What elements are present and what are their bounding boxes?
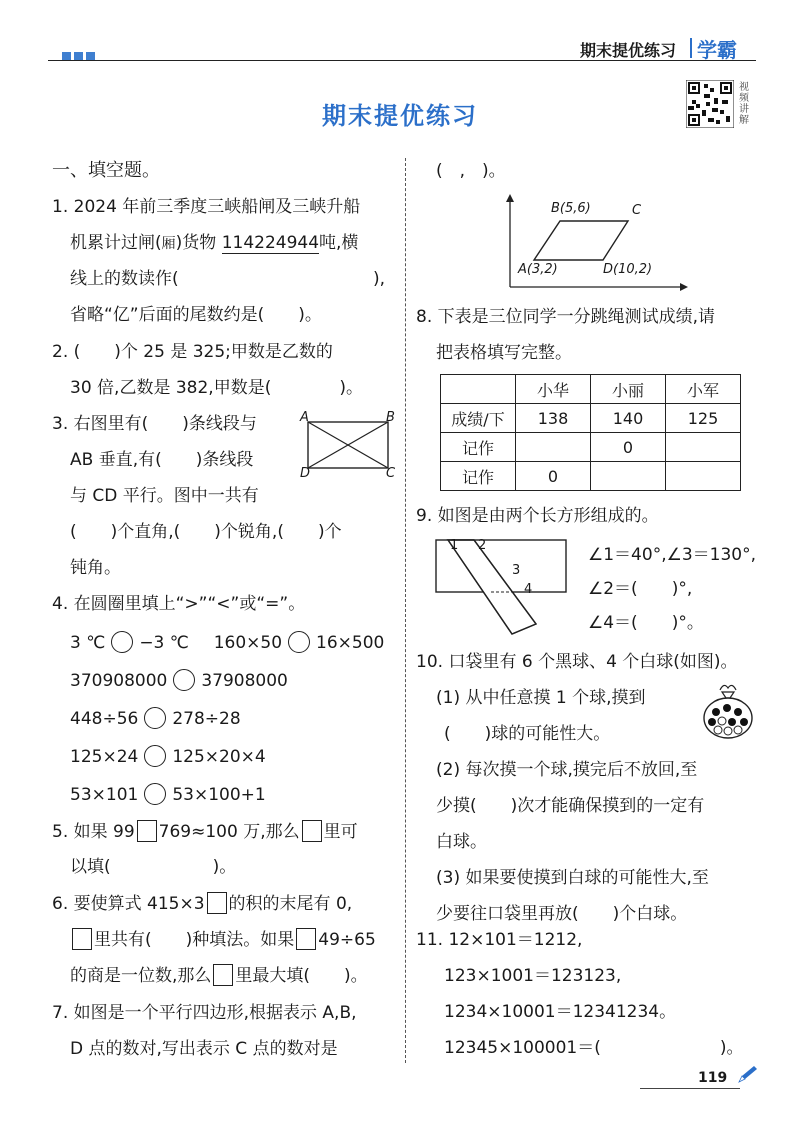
q7-label-b: B(5,6) (551, 201, 591, 216)
q4-row2 (70, 669, 288, 692)
table-header-cell (441, 375, 516, 404)
q9-angle-3: 3 (512, 563, 521, 578)
q4-row1 (70, 631, 384, 654)
qr-caption: 视频讲解 (739, 82, 749, 126)
table-header-cell: 小军 (666, 375, 741, 404)
pencil-icon (736, 1064, 758, 1084)
table-header-row (441, 375, 741, 404)
table-cell: 125 (666, 404, 741, 433)
q9-ask2: ∠2＝( )°, (588, 579, 693, 599)
q3-line4: ( )个直角,( )个锐角,( )个 (70, 522, 342, 542)
q10-line3: ( )球的可能性大。 (444, 724, 611, 744)
q10-line2: (1) 从中任意摸 1 个球,摸到 (436, 688, 646, 708)
q3-line1: 3. 右图里有( )条线段与 (52, 414, 257, 434)
answer-circle[interactable] (144, 783, 166, 805)
answer-circle[interactable] (173, 669, 195, 691)
q4-r2-a: 370908000 (70, 671, 168, 691)
table-cell: 0 (591, 433, 666, 462)
q4-row3 (70, 707, 241, 730)
table-row (441, 404, 741, 433)
brand-separator (690, 38, 692, 58)
q5-part-a: 5. 如果 99 (52, 822, 135, 842)
q7-parallelogram-figure (498, 192, 688, 292)
q3-label-b: B (386, 410, 395, 425)
table-header-cell: 小丽 (591, 375, 666, 404)
q9-given: ∠1＝40°,∠3＝130°, (588, 545, 756, 565)
q9-angle-4: 4 (524, 582, 533, 597)
q7-line3: ( , )。 (436, 161, 506, 181)
q10-line1: 10. 口袋里有 6 个黑球、4 个白球(如图)。 (416, 652, 738, 672)
q3-line5: 钝角。 (70, 558, 121, 578)
answer-box[interactable] (137, 820, 157, 842)
q10-line7: (3) 如果要使摸到白球的可能性大,至 (436, 868, 709, 888)
header-brand: 学霸 (697, 38, 737, 62)
table-cell: 138 (516, 404, 591, 433)
score-table (440, 374, 741, 491)
q8-line2: 把表格填写完整。 (436, 343, 572, 363)
page-title: 期末提优练习 (322, 102, 478, 130)
q9-angle-2: 2 (478, 538, 487, 553)
answer-circle[interactable] (111, 631, 133, 653)
q1-line3: 线上的数读作( (70, 269, 179, 289)
q1-close: )货物 (175, 233, 217, 253)
q1-number: 114224944 (221, 233, 320, 253)
q1-unit: 厢 (161, 236, 176, 252)
q6-part-e: 的商是一位数,那么 (70, 966, 212, 986)
q5-part-b: 769≈100 万,那么 (158, 822, 300, 842)
answer-box[interactable] (72, 928, 92, 950)
q2-line1: 2. ( )个 25 是 325;甲数是乙数的 (52, 342, 333, 362)
q10-line4: (2) 每次摸一个球,摸完后不放回,至 (436, 760, 698, 780)
table-cell[interactable] (666, 462, 741, 491)
q1-line2 (70, 232, 358, 255)
q4-r3-a: 448÷56 (70, 709, 139, 729)
q4-row4 (70, 745, 266, 768)
q11-line4: 12345×100001＝( )。 (444, 1038, 744, 1058)
table-cell: 记作 (441, 462, 516, 491)
q1-line4: 省略“亿”后面的尾数约是( )。 (70, 305, 322, 325)
q3-label-a: A (300, 410, 309, 425)
page-number-rule (640, 1088, 740, 1089)
q7-label-a: A(3,2) (518, 262, 558, 277)
q7-label-d: D(10,2) (603, 262, 653, 277)
q3-line2: AB 垂直,有( )条线段 (70, 450, 254, 470)
q5-line1 (52, 820, 358, 843)
q6-part-a: 6. 要使算式 415×3 (52, 894, 205, 914)
q7-label-c: C (632, 203, 642, 218)
q5-line2: 以填( )。 (70, 857, 237, 877)
q6-line2 (70, 928, 376, 951)
table-cell[interactable] (591, 462, 666, 491)
q11-line3: 1234×10001＝12341234。 (444, 1002, 677, 1022)
q1-line1: 1. 2024 年前三季度三峡船闸及三峡升船 (52, 197, 361, 217)
section-label: 一、填空题。 (52, 160, 160, 181)
q10-line5: 少摸( )次才能确保摸到的一定有 (436, 796, 705, 816)
header-title: 期末提优练习 (580, 41, 677, 60)
q3-line3: 与 CD 平行。图中一共有 (70, 486, 259, 506)
q6-line1 (52, 892, 352, 915)
q3-label-d: D (300, 466, 311, 481)
q4-r1-d: 16×500 (316, 633, 385, 653)
page-number: 119 (698, 1070, 728, 1086)
q4-r5-b: 53×100+1 (172, 785, 266, 805)
answer-box[interactable] (213, 964, 233, 986)
q4-r5-a: 53×101 (70, 785, 139, 805)
table-cell: 记作 (441, 433, 516, 462)
q4-r1-b: −3 ℃ (139, 633, 189, 653)
q6-part-d: 49÷65 (318, 930, 376, 950)
ball-bag-icon (700, 680, 756, 740)
q3-label-c: C (386, 466, 396, 481)
header-rule (48, 60, 756, 61)
answer-circle[interactable] (144, 707, 166, 729)
q9-ask4: ∠4＝( )°。 (588, 613, 704, 633)
q11-line2: 123×1001＝123123, (444, 966, 622, 986)
answer-circle[interactable] (288, 631, 310, 653)
q4-r1-a: 3 ℃ (70, 633, 106, 653)
q1-line2-start: 机累计过闸( (70, 233, 162, 253)
q1-line3-end: ), (373, 269, 386, 289)
q7-line2: D 点的数对,写出表示 C 点的数对是 (70, 1039, 338, 1059)
table-header-cell: 小华 (516, 375, 591, 404)
table-cell: 140 (591, 404, 666, 433)
q9-angle-1: 1 (450, 538, 459, 553)
q6-line3 (70, 964, 368, 987)
q7-line1: 7. 如图是一个平行四边形,根据表示 A,B, (52, 1003, 357, 1023)
q4-row5 (70, 783, 266, 806)
q6-part-b: 的积的末尾有 0, (228, 894, 353, 914)
q10-line6: 白球。 (436, 832, 487, 852)
q6-part-c: 里共有( )种填法。如果 (94, 930, 295, 950)
table-cell[interactable] (666, 433, 741, 462)
q4-instruction: 4. 在圆圈里填上“>”“<”或“=”。 (52, 594, 306, 614)
q5-part-c: 里可 (323, 822, 358, 842)
answer-circle[interactable] (144, 745, 166, 767)
q1-after: 吨,横 (319, 233, 359, 253)
q4-r4-a: 125×24 (70, 747, 139, 767)
q11-line1: 11. 12×101＝1212, (416, 930, 583, 950)
q4-r3-b: 278÷28 (172, 709, 241, 729)
table-cell[interactable] (516, 433, 591, 462)
q2-line2: 30 倍,乙数是 382,甲数是( )。 (70, 378, 363, 398)
table-cell: 成绩/下 (441, 404, 516, 433)
answer-box[interactable] (207, 892, 227, 914)
q4-r1-c: 160×50 (213, 633, 283, 653)
table-row (441, 462, 741, 491)
q10-line8: 少要往口袋里再放( )个白球。 (436, 904, 688, 924)
q9-line1: 9. 如图是由两个长方形组成的。 (416, 506, 659, 526)
q4-r2-b: 37908000 (201, 671, 288, 691)
q3-rectangle-figure (298, 408, 398, 478)
table-row (441, 433, 741, 462)
answer-box[interactable] (296, 928, 316, 950)
column-divider (405, 158, 406, 1063)
q4-r4-b: 125×20×4 (172, 747, 266, 767)
answer-box[interactable] (302, 820, 322, 842)
q6-part-f: 里最大填( )。 (235, 966, 368, 986)
header-decor (62, 46, 98, 65)
table-cell: 0 (516, 462, 591, 491)
q8-line1: 8. 下表是三位同学一分跳绳测试成绩,请 (416, 307, 716, 327)
